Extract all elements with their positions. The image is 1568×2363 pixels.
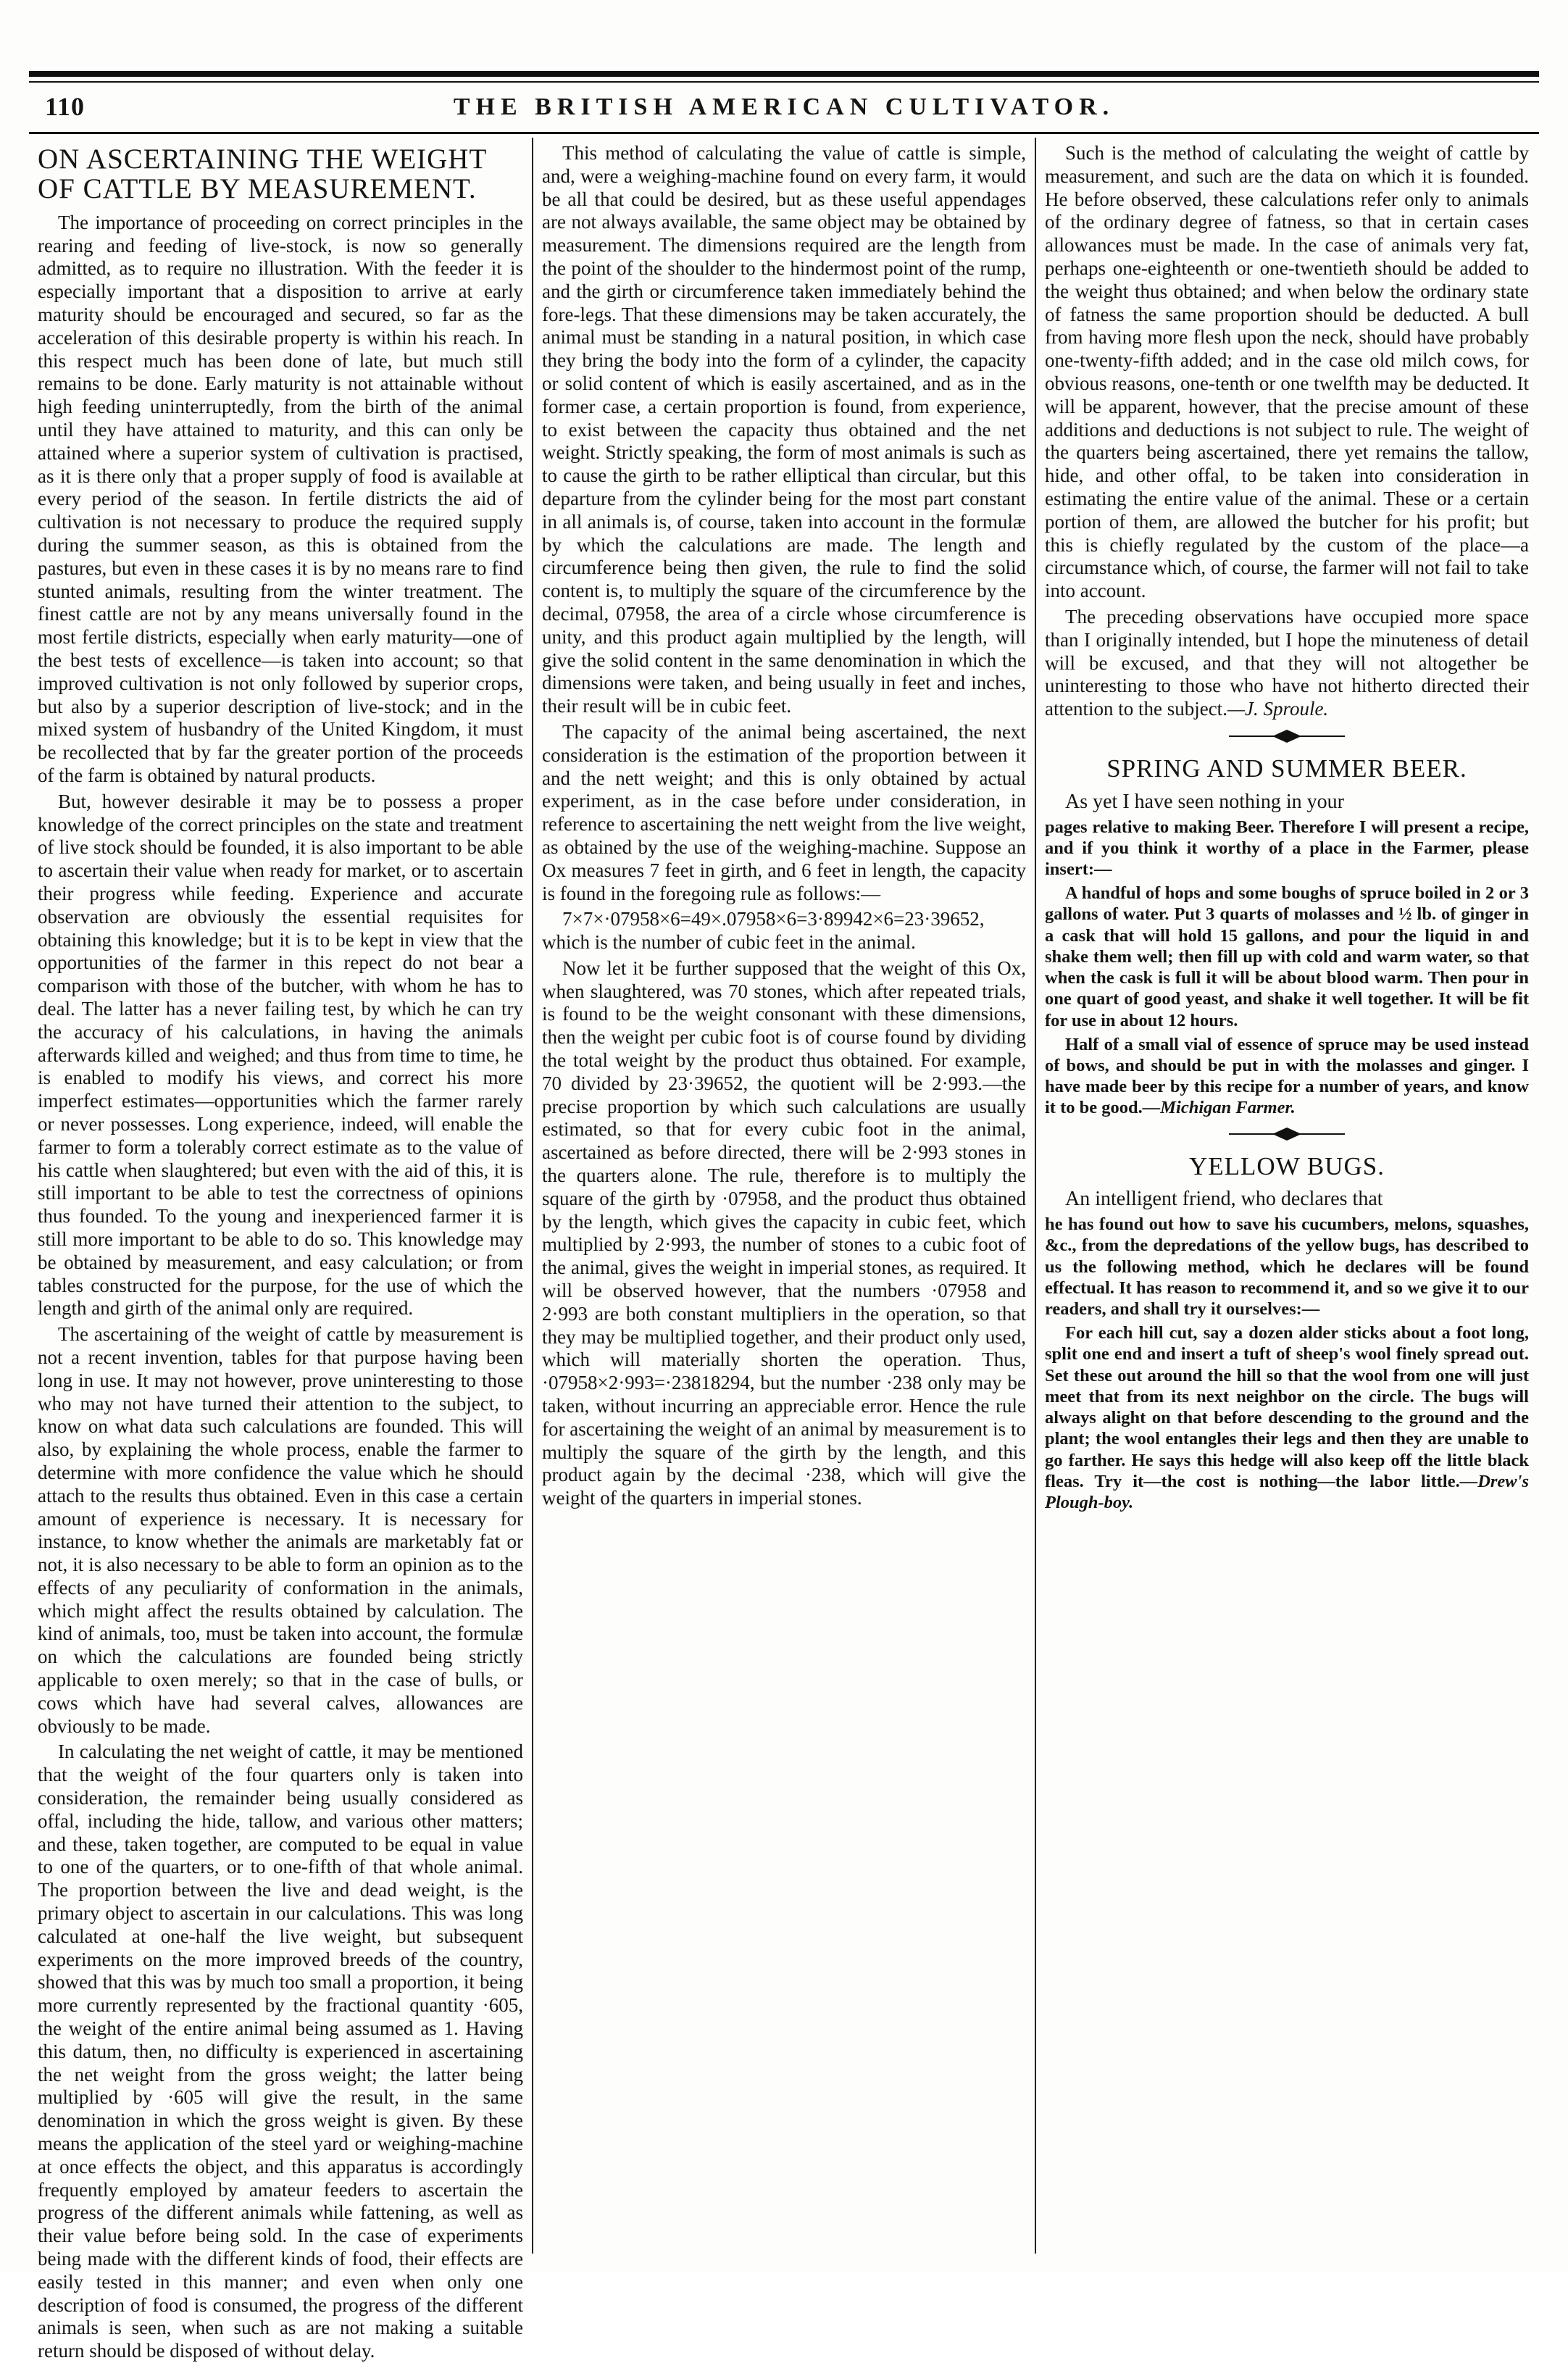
section-divider	[1045, 1123, 1529, 1145]
column-3	[1035, 138, 1538, 2254]
header-rule	[29, 132, 1539, 134]
article-title: ON ASCERTAINING THE WEIGHT OF CATTLE BY MEASUREMENT.	[38, 143, 487, 204]
section-title-beer: SPRING AND SUMMER BEER.	[1106, 754, 1467, 783]
article-paragraph: he has found out how to save his cucumbers, melons, squashes, &c., from the depredations of the yellow bugs, has described to us the following method, which he declares will be found effectual. It has reason to recommend it, and so we give it to our readers, and shall try it ourselves:—	[1045, 1214, 1529, 1320]
divider-ornament-icon	[1229, 1125, 1345, 1143]
article-paragraph: An intelligent friend, who declares that	[1065, 1188, 1383, 1211]
top-rule-thin	[29, 81, 1539, 83]
recipe-note: Half of a small vial of essence of spruce may be used instead of bows, and should be put in with the molasses and ginger. I have made beer by this recipe for a number of years, and know it to be good.	[1045, 1034, 1529, 1118]
article-paragraph	[1045, 1322, 1529, 1513]
running-title: THE BRITISH AMERICAN CULTIVATOR.	[453, 93, 1115, 120]
article-paragraph: As yet I have seen nothing in your	[1065, 790, 1344, 813]
top-rule	[29, 71, 1539, 77]
source-signature: —Drew's Plough-boy.	[1045, 1471, 1529, 1512]
article-paragraph: pages relative to making Beer. Therefore I will present a recipe, and if you think it worthy of a place in the Farmer, please insert:—	[1045, 817, 1529, 880]
closing-text: The preceding observations have occupied more space than I originally intended, but I hope the minuteness of detail will be excused, and that they will not altogether be uninteresting to those who have not hitherto directed their attention to the subject.	[1045, 605, 1529, 720]
article-paragraph: This method of calculating the value of cattle is simple, and, were a weighing-machine found on every farm, it would be all that could be desired, but as these useful appendages are not always available, the same object may be obtained by measurement. The dimensions required are the length from the point of the shoulder to the hindermost point of the rump, and the girth or circumference taken immediately behind the fore-legs. That these dimensions may be taken accurately, the animal must be standing in a natural position, in which case they bring the body into the form of a cylinder, the capacity or solid content of which is easily ascertained, and as in the former case, a certain proportion is found, from experience, to exist between the capacity thus obtained and the net weight. Strictly speaking, the form of most animals is such as to cause the girth to be rather elliptical than circular, but this departure from the cylinder being for the most part constant in all animals is, of course, taken into account in the formulæ by which the calculations are made. The length and circumference being then given, the rule to find the solid content is, to multiply the square of the circumference by the decimal, 07958, the area of a circle whose circumference is unity, and this product again multiplied by the length, will give the solid content in the same denomination in which the dimensions were taken, and being usually in feet and inches, their result will be in cubic feet.	[542, 142, 1026, 717]
article-paragraph: Now let it be further supposed that the weight of this Ox, when slaughtered, was 70 stones, which after repeated trials, is found to be the weight consonant with these dimensions, then the weight per cubic foot is of course found by dividing the total weight by the product thus obtained. For example, 70 divided by 23·39652, the quotient will be 2·993.—the precise proportion by which such calculations are usually estimated, so that for every cubic foot in the animal, ascertained as before directed, there will be 2·993 stones in the quarters alone. The rule, therefore is to multiply the square of the girth by ·07958, and the product thus obtained by the length, which gives the capacity in cubic feet, which multiplied by 2·993, the number of stones to a cubic foot of the animal, gives the weight in imperial stones, as required. It will be observed however, that the numbers ·07958 and 2·993 are both constant multipliers in the operation, so that they may be multiplied together, and their product only used, which will materially shorten the operation. Thus, ·07958×2·993=·23818294, but the number ·238 only may be taken, without incurring an appreciable error. Hence the rule for ascertaining the weight of an animal by measurement is to multiply the square of the girth by the length, and this product again by the decimal ·238, which will give the weight of the quarters in imperial stones.	[542, 957, 1026, 1509]
section-title-bugs: YELLOW BUGS.	[1189, 1151, 1385, 1180]
recipe-paragraph: A handful of hops and some boughs of spruce boiled in 2 or 3 gallons of water. Put 3 quarts of molasses and ½ lb. of ginger in a cask that will hold 15 gallons, and pour the liquid in and shake them well; then fill up with cold and warm water, so that when the cask is full it will be about blood warm. Then pour in one quart of good yeast, and shake it well together. It will be fit for use in about 12 hours.	[1045, 883, 1529, 1030]
recipe-paragraph	[1045, 1034, 1529, 1119]
formula: 7×7×·07958×6=49×.07958×6=3·89942×6=23·39652, which is the number of cubic feet in the animal.	[542, 908, 985, 954]
article-paragraph: In calculating the net weight of cattle, it may be mentioned that the weight of the four quarters only is taken into consideration, the remainder being usually considered as offal, including the hide, tallow, and various other matters; and these, taken together, are computed to be equal in value to one of the quarters, or to one-fifth of that whole animal. The proportion between the live and dead weight, is the primary object to ascertain in our calculations. This was long calculated at one-half the live weight, but subsequent experiments on the more improved breeds of the country, showed that this was by much too small a proportion, it being more currently represented by the fractional quantity ·605, the weight of the entire animal being assumed as 1. Having this datum, then, no difficulty is experienced in ascertaining the net weight from the gross weight; the latter being multiplied by ·605 will give the result, in the same denomination in which the gross weight is given. By these means the application of the steel yard or weighing-machine at once effects the object, and this apparatus is accordingly frequently employed by amateur feeders to ascertain the progress of the different animals while fattening, as well as their value before being sold. In the case of experiments being made with the different kinds of food, their effects are easily tested in this manner; and even when only one description of food is consumed, the progress of the different animals is seen, when such as are not making a suitable return should be disposed of without delay.	[38, 1741, 523, 2362]
column-1	[29, 138, 532, 2362]
article-paragraph: Such is the method of calculating the weight of cattle by measurement, and such are the data on which it is founded. He before observed, these calculations refer only to animals of the ordinary degree of fatness, so that in certain cases allowances must be made. In the case of animals very fat, perhaps one-eighteenth or one-twentieth should be added to the weight thus obtained; and when below the ordinary state of fatness the same proportion should be deducted. A bull from having more flesh upon the neck, should have probably one-twenty-fifth added; and in the case old milch cows, for obvious reasons, one-tenth or one twelfth may be deducted. It will be apparent, however, that the precise amount of these additions and deductions is not subject to rule. The weight of the quarters being ascertained, there yet remains the tallow, hide, and other offal, to be taken into consideration in estimating the entire value of the animal. These or a certain portion of them, are allowed the butcher for his profit; but this is chiefly regulated by the custom of the place—a circumstance which, of course, the farmer will not fail to take into account.	[1045, 142, 1529, 602]
page-header	[29, 88, 1539, 126]
article-paragraph	[1045, 606, 1529, 721]
article-columns	[29, 138, 1539, 2362]
author-signature: —J. Sproule.	[1227, 698, 1329, 720]
column-2	[532, 138, 1035, 2254]
article-paragraph: The capacity of the animal being ascertained, the next consideration is the estimation of the proportion between it and the nett weight; and this is only obtained by actual experiment, as in the case before under consideration, in reference to ascertaining the nett weight from the live weight, as obtained by the use of the weighing-machine. Suppose an Ox measures 7 feet in girth, and 6 feet in length, the capacity is found in the foregoing rule as follows:—	[542, 720, 1026, 904]
source-signature: —Michigan Farmer.	[1142, 1098, 1296, 1118]
article-paragraph: But, however desirable it may be to possess a proper knowledge of the correct principles on the state and treatment of live stock should be founded, it is also important to be able to ascertain their value when ready for market, or to ascertain their progress while feeding. Experience and accurate observation are obviously the essential requisites for obtaining this knowledge; but it is to be kept in view that the opportunities of the farmer in this repect do not bear a comparison with those of the butcher, with whom he has to deal. The latter has a never failing test, by which he can try the accuracy of his calculations, in having the animals afterwards killed and weighed; and thus from time to time, he is enabled to modify his views, and correct his more imperfect estimates—opportunities which the farmer rarely or never possesses. Long experience, indeed, will enable the farmer to form a tolerably correct estimate as to the value of his cattle when slaughtered; but even with the aid of this, it is still important to be able to test the correctness of opinions thus founded. To the young and inexperienced farmer it is still more important to be able to do so. This knowledge may be obtained by measurement, and easy calculation; or from tables constructed for the purpose, for the use of which the length and girth of the animal only are required.	[38, 790, 523, 1320]
article-paragraph: The ascertaining of the weight of cattle by measurement is not a recent invention, tables for that purpose having been long in use. It may not however, prove uninteresting to those who may not have turned their attention to the subject, to know on what data such calculations are founded. This will also, by explaining the whole process, enable the farmer to determine with more confidence the value which he should attach to the results thus obtained. Even in this case a certain amount of experience is necessary. It is necessary for instance, to know whether the animals are marketably fat or not, it is also necessary to be able to form an opinion as to the effects of any peculiarity of conformation in the animals, which might affect the results obtained by calculation. The kind of animals, too, must be taken into account, the formulæ on which the calculations are founded being strictly applicable to oxen merely; so that in the case of bulls, or cows which have had several calves, allowances are obviously to be made.	[38, 1323, 523, 1737]
article-paragraph: The importance of proceeding on correct principles in the rearing and feeding of live-stock, is now so generally admitted, as to require no illustration. With the feeder it is especially important that a disposition to arrive at early maturity should be encouraged and secured, so far as the acceleration of this desirable property is within his reach. In this respect much has been done of late, but much still remains to be done. Early maturity is not attainable without high feeding uninterruptedly, from the birth of the animal until they have attained to maturity, and this can only be attained where a superior system of cultivation is practised, as it is there only that a proper supply of food is available at every period of the season. In fertile districts the aid of cultivation is not necessary to produce the required supply during the summer season, as this is obtained from the pastures, but even in these cases it is by no means rare to find stunted animals, resulting from the winter treatment. The finest cattle are not by any means universally found in the most fertile districts, especially when early maturity—one of the best tests of excellence—is taken into account; so that improved cultivation is not only followed by superior crops, but also by a superior description of live-stock; and in the mixed system of husbandry of the United Kingdom, it must be recollected that by far the greater portion of the proceeds of the farm is obtained by natural products.	[38, 211, 523, 786]
divider-ornament-icon	[1229, 728, 1345, 745]
page-number: 110	[45, 92, 86, 121]
section-divider	[1045, 725, 1529, 747]
method-text: For each hill cut, say a dozen alder sticks about a foot long, split one end and insert a tuft of sheep's wool finely spread out. Set these out around the hill so that the wool from one will just meet that from its next neighbor on the circle. The bugs will always alight on that before descending to the ground and the plant; the wool entangles their legs and then they are unable to go farther. He says this hedge will also keep off the little black fleas. Try it—the cost is nothing—the labor little.	[1045, 1323, 1529, 1491]
